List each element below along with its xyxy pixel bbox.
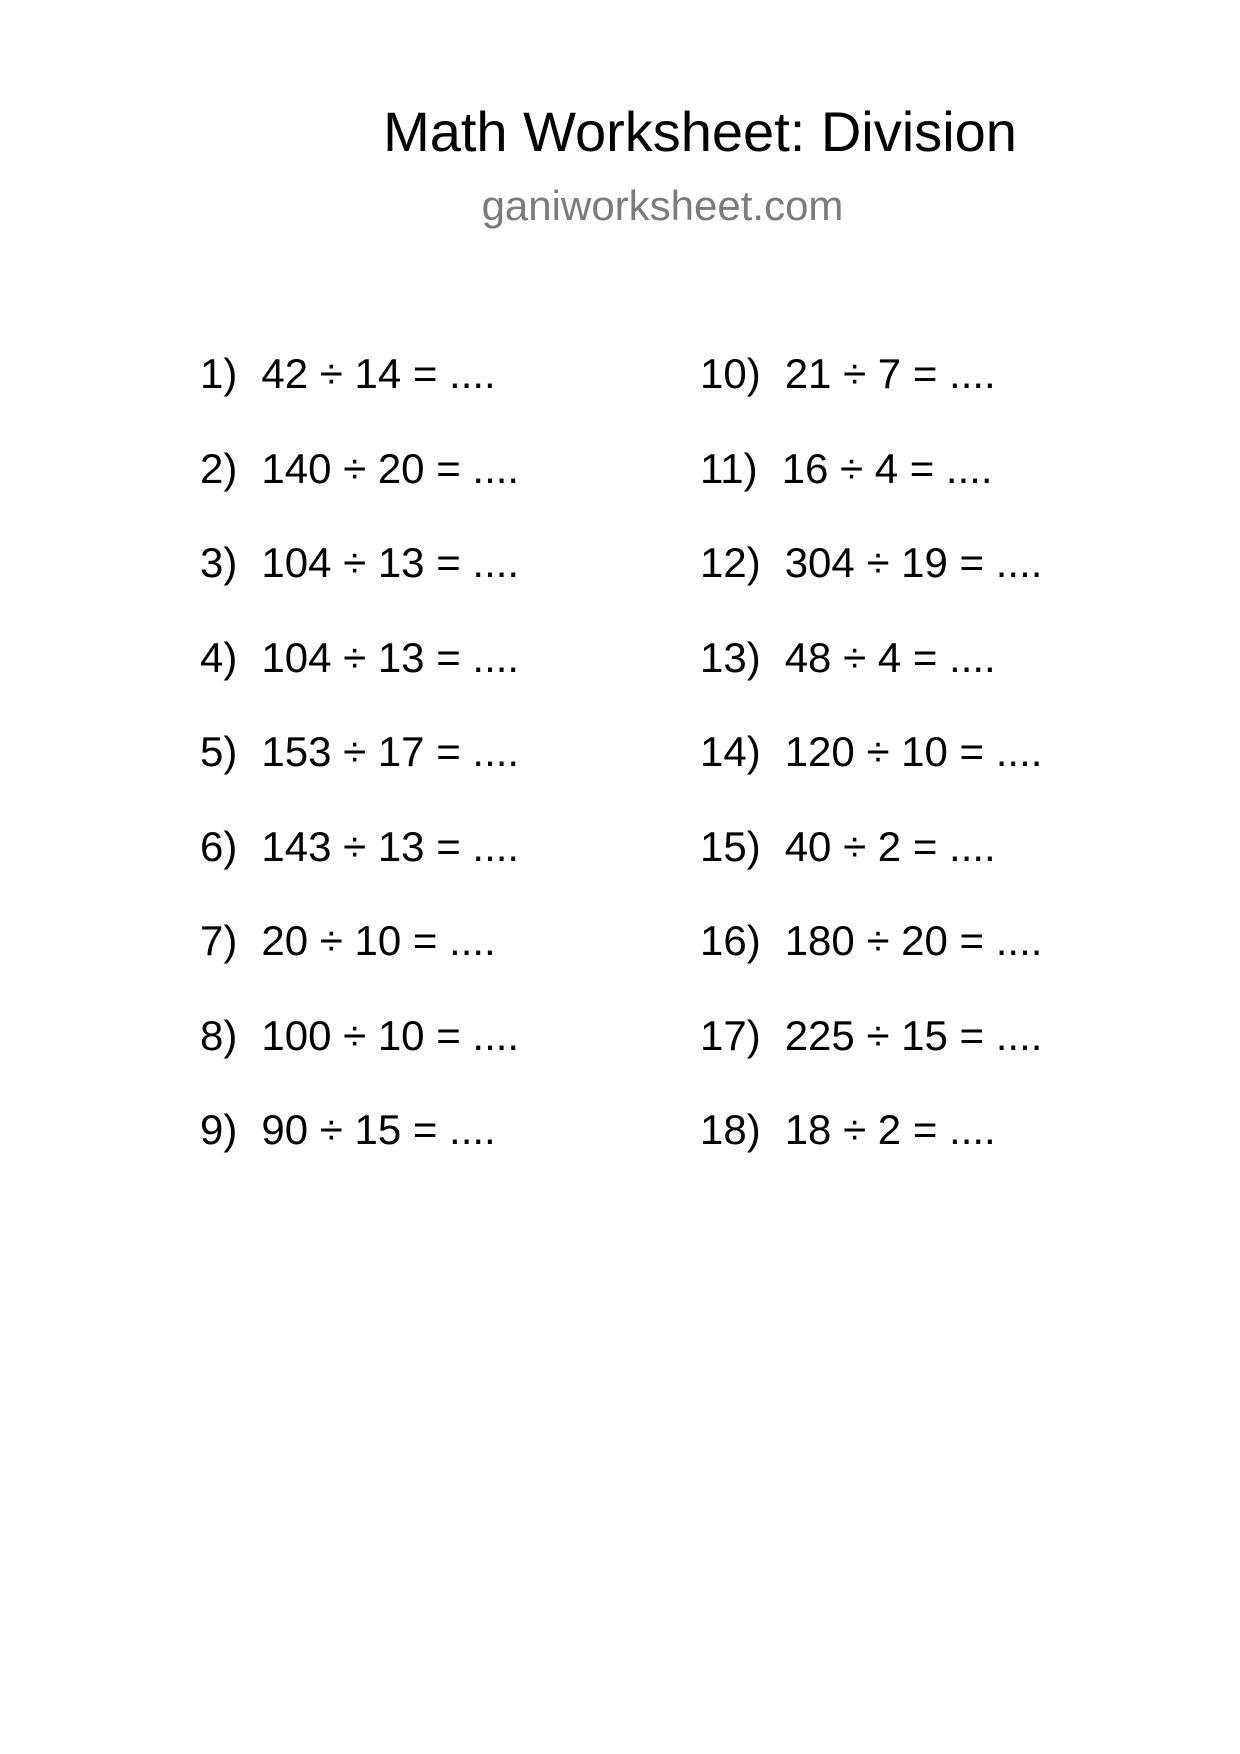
problem-item	[700, 539, 1042, 634]
problem-equation: 180 ÷ 20 = ....	[784, 917, 1043, 964]
problem-number: 9)	[200, 1106, 238, 1153]
problem-equation: 48 ÷ 4 = ....	[784, 633, 996, 681]
problem-item	[700, 350, 1042, 445]
problem-number: 7)	[200, 917, 238, 964]
problems-left-column	[200, 350, 519, 1201]
problem-equation: 90 ÷ 15 = ....	[261, 1106, 496, 1153]
problem-item	[200, 728, 519, 823]
problem-item	[700, 823, 1042, 918]
problem-item	[700, 1012, 1042, 1107]
page-title: Math Worksheet: Division	[383, 100, 1017, 163]
problem-number: 4)	[200, 633, 238, 681]
problem-equation: 16 ÷ 4 = ....	[781, 444, 993, 492]
problem-number: 5)	[200, 728, 238, 775]
problem-equation: 21 ÷ 7 = ....	[784, 350, 996, 397]
problem-item	[700, 634, 1042, 729]
problem-item	[700, 917, 1042, 1012]
problem-equation: 40 ÷ 2 = ....	[784, 822, 996, 870]
problem-equation: 42 ÷ 14 = ....	[261, 350, 496, 397]
problem-equation: 225 ÷ 15 = ....	[784, 1011, 1043, 1059]
problem-number: 16)	[700, 917, 761, 964]
problem-number: 12)	[700, 539, 761, 586]
problem-equation: 153 ÷ 17 = ....	[261, 728, 520, 775]
problem-item	[700, 728, 1042, 823]
problem-equation: 20 ÷ 10 = ....	[261, 917, 496, 964]
problem-number: 8)	[200, 1011, 238, 1059]
problem-equation: 18 ÷ 2 = ....	[784, 1106, 996, 1153]
problem-equation: 143 ÷ 13 = ....	[261, 822, 520, 870]
problem-number: 18)	[700, 1106, 761, 1153]
site-subtitle: ganiworksheet.com	[481, 182, 844, 229]
problem-equation: 100 ÷ 10 = ....	[261, 1011, 520, 1059]
problem-item	[200, 1012, 519, 1107]
problem-equation: 304 ÷ 19 = ....	[784, 539, 1043, 586]
problem-number: 3)	[200, 539, 238, 586]
problem-item	[200, 917, 519, 1012]
problem-equation: 120 ÷ 10 = ....	[784, 728, 1043, 775]
problem-item	[700, 1106, 1042, 1201]
problem-number: 1)	[200, 350, 238, 397]
problem-number: 15)	[700, 822, 761, 870]
problem-equation: 140 ÷ 20 = ....	[261, 444, 520, 492]
problem-number: 10)	[700, 350, 761, 397]
problem-number: 14)	[700, 728, 761, 775]
problem-item	[200, 445, 519, 540]
problem-item	[200, 634, 519, 729]
problem-item	[200, 1106, 519, 1201]
problem-number: 11)	[700, 444, 758, 492]
problem-number: 17)	[700, 1011, 761, 1059]
problem-equation: 104 ÷ 13 = ....	[261, 633, 520, 681]
problem-item	[200, 539, 519, 634]
problem-item	[200, 823, 519, 918]
problem-item	[200, 350, 519, 445]
problem-equation: 104 ÷ 13 = ....	[261, 539, 520, 586]
problem-number: 13)	[700, 633, 761, 681]
problem-item	[700, 445, 1042, 540]
problem-number: 2)	[200, 444, 238, 492]
problems-right-column	[700, 350, 1042, 1201]
problem-number: 6)	[200, 822, 238, 870]
